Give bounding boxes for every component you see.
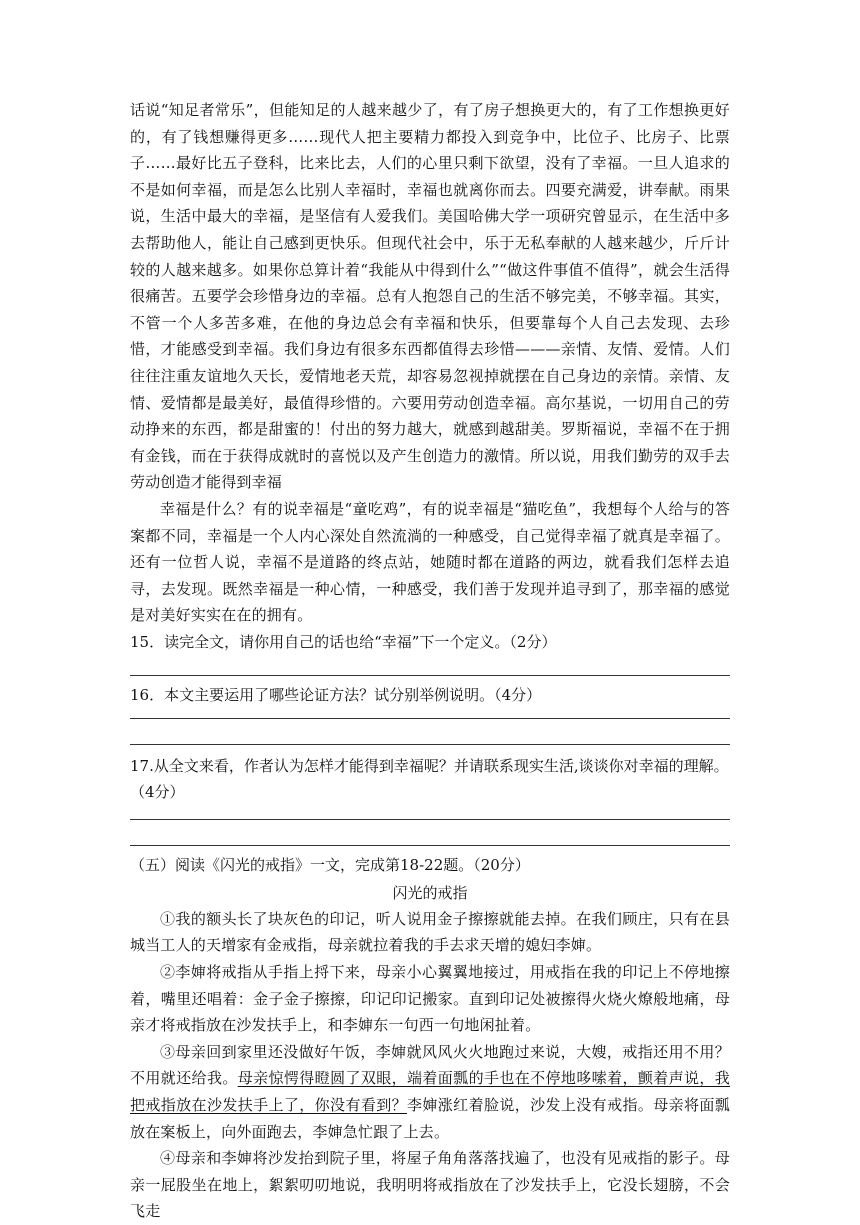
question-15: 15．读完全文，请你用自己的话也给“幸福”下一个定义。（2分） bbox=[130, 632, 557, 651]
question-16: 16．本文主要运用了哪些论证方法？试分别举例说明。（4分） bbox=[130, 685, 542, 704]
answer-line-15[interactable] bbox=[130, 675, 730, 676]
document-body bbox=[130, 97, 730, 1225]
passage-paragraph-1: 话说“知足者常乐”，但能知足的人越来越少了，有了房子想换更大的，有了工作想换更好的，有了钱想赚得更多……现代人把主要精力都投入到竞争中，比位子、比房子、比票子……最好比五子登科，比来比去，人们的心里只剩下欲望，没有了幸福。一旦人追求的不是如何幸福，而是怎么比别人幸福时，幸福也就离你而去。四要充满爱，讲奉献。雨果说，生活中最大的幸福，是坚信有人爱我们。美国哈佛大学一项研究曾显示，在生活中多去帮助他人，能让自己感到更快乐。但现代社会中，乐于无私奉献的人越来越少，斤斤计较的人越来越多。如果你总算计着“我能从中得到什么”“做这件事值不值得”，就会生活得很痛苦。五要学会珍惜身边的幸福。总有人抱怨自己的生活不够完美，不够幸福。其实，不管一个人多苦多难，在他的身边总会有幸福和快乐，但要靠每个人自己去发现、去珍惜，才能感受到幸福。我们身边有很多东西都值得去珍惜———亲情、友情、爱情。人们往往注重友谊地久天长，爱情地老天荒，却容易忽视掉就摆在自己身边的亲情。亲情、友情、爱情都是最美好，最值得珍惜的。六要用劳动创造幸福。高尔基说，一切用自己的劳动挣来的东西，都是甜蜜的！付出的努力越大，就感到越甜美。罗斯福说，幸福不在于拥有金钱，而在于获得成就时的喜悦以及产生创造力的激情。所以说，用我们勤劳的双手去劳动创造才能得到幸福 bbox=[130, 101, 730, 492]
article-paragraph-3-part-b: 李婶涨红着脸说，沙发上没有戒指。母亲将面瓢放在案板上，向外面跑去，李婶急忙跟了上去。 bbox=[130, 1096, 731, 1141]
article-paragraph-3 bbox=[130, 1039, 730, 1145]
question-17: 17.从全文来看，作者认为怎样才能得到幸福呢？并请联系现实生活,谈谈你对幸福的理解。（4分） bbox=[130, 756, 729, 801]
passage-paragraph-2: 幸福是什么？有的说幸福是“童吃鸡”，有的说幸福是“猫吃鱼”，我想每个人给与的答案都不同，幸福是一个人内心深处自然流淌的一种感受，自己觉得幸福了就真是幸福了。还有一位哲人说，幸福不是道路的终点站，她随时都在道路的两边，就看我们怎样去追寻，去发现。既然幸福是一种心情，一种感受，我们善于发现并追寻到了，那幸福的感觉是对美好实实在在的拥有。 bbox=[130, 499, 730, 625]
answer-line-17b[interactable] bbox=[130, 845, 730, 846]
section-5-heading: （五）阅读《闪光的戒指》一文，完成第18-22题。（20分） bbox=[130, 855, 530, 874]
article-paragraph-1: ①我的额头长了块灰色的印记，听人说用金子擦擦就能去掉。在我们顾庄，只有在县城当工人的天增家有金戒指，母亲就拉着我的手去求天增的媳妇李婶。 bbox=[130, 909, 730, 955]
article-title: 闪光的戒指 bbox=[392, 883, 468, 902]
underlined-sentence: 母亲惊愕得瞪圆了双眼，端着面瓢的手也在不停地哆嗦着，颤着声说，我把戒指放在沙发扶手上了，你没有看到？ bbox=[130, 1069, 731, 1115]
article-paragraph-3-part-a: ③母亲回到家里还没做好午饭，李婶就风风火火地跑过来说，大嫂，戒指还用不用？不用就还给我。 bbox=[130, 1042, 730, 1088]
article-paragraph-4: ④母亲和李婶将沙发抬到院子里，将屋子角角落落找遍了，也没有见戒指的影子。母亲一屁股坐在地上，絮絮叨叨地说，我明明将戒指放在了沙发扶手上，它没长翅膀，不会飞走 bbox=[130, 1149, 730, 1221]
answer-line-16b[interactable] bbox=[130, 744, 730, 745]
article-paragraph-2: ②李婶将戒指从手指上捋下来，母亲小心翼翼地接过，用戒指在我的印记上不停地擦着，嘴里还唱着：金子金子擦擦，印记印记搬家。直到印记处被擦得火烧火燎般地痛，母亲才将戒指放在沙发扶手上，和李婶东一句西一句地闲扯着。 bbox=[130, 963, 730, 1035]
